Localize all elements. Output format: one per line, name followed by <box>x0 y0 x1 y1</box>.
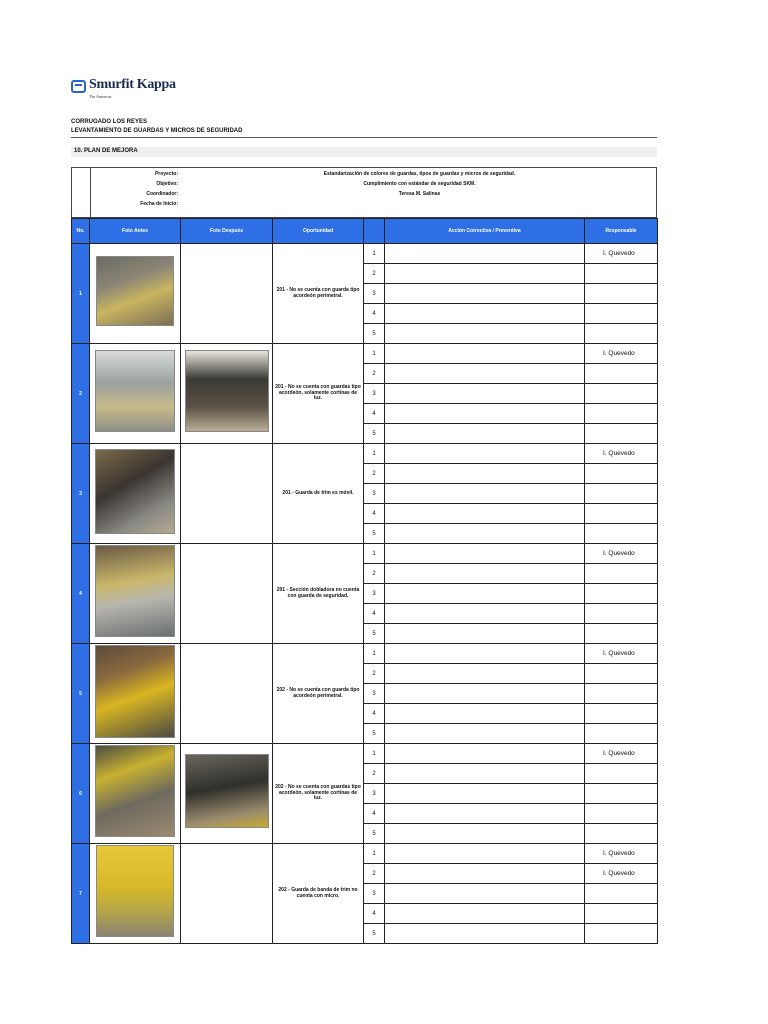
photo-before-cell <box>90 544 181 644</box>
responsable-cell[interactable] <box>585 424 658 444</box>
accion-correctiva-cell[interactable] <box>385 424 585 444</box>
photo-before-cell <box>90 444 181 544</box>
sub-number: 2 <box>364 664 385 684</box>
oportunidad-text: 201 - No se cuenta con guardas tipo acordeón, solamente cortinas de luz. <box>273 344 364 444</box>
responsable-cell[interactable]: I. Quevedo <box>585 444 658 464</box>
photo-before-image <box>95 545 175 637</box>
responsable-cell[interactable] <box>585 484 658 504</box>
sub-number: 1 <box>364 844 385 864</box>
title-divider <box>71 137 657 138</box>
sub-number: 1 <box>364 244 385 264</box>
sub-number: 2 <box>364 264 385 284</box>
sub-number: 1 <box>364 344 385 364</box>
header-responsable: Responsable <box>585 219 658 244</box>
table-row <box>72 544 658 564</box>
accion-correctiva-cell[interactable] <box>385 304 585 324</box>
photo-after-image <box>185 754 269 828</box>
responsable-cell[interactable]: I. Quevedo <box>585 864 658 884</box>
accion-correctiva-cell[interactable] <box>385 704 585 724</box>
sub-number: 5 <box>364 524 385 544</box>
sub-number: 2 <box>364 464 385 484</box>
plant-title: CORRUGADO LOS REYES <box>71 119 148 125</box>
accion-correctiva-cell[interactable] <box>385 924 585 944</box>
accion-correctiva-cell[interactable] <box>385 804 585 824</box>
row-number: 5 <box>72 644 90 744</box>
accion-correctiva-cell[interactable] <box>385 344 585 364</box>
project-info-box <box>71 167 657 218</box>
photo-before-image <box>95 449 175 534</box>
oportunidad-text: 201 - Guarda de trim es móvil. <box>273 444 364 544</box>
responsable-cell[interactable] <box>585 704 658 724</box>
value-objetivo: Cumplimiento con estándar de seguridad SKM. <box>363 181 476 187</box>
photo-before-cell <box>90 744 181 844</box>
responsable-cell[interactable] <box>585 364 658 384</box>
photo-after-cell <box>181 244 273 344</box>
logo-subtitle: The Americas <box>89 94 112 99</box>
accion-correctiva-cell[interactable] <box>385 504 585 524</box>
photo-before-image <box>95 350 175 432</box>
responsable-cell[interactable] <box>585 884 658 904</box>
accion-correctiva-cell[interactable] <box>385 904 585 924</box>
accion-correctiva-cell[interactable] <box>385 624 585 644</box>
accion-correctiva-cell[interactable] <box>385 464 585 484</box>
logo-mark-icon <box>71 80 86 93</box>
accion-correctiva-cell[interactable] <box>385 524 585 544</box>
table-row <box>72 344 658 364</box>
logo-name: Smurfit Kappa <box>89 77 176 92</box>
responsable-cell[interactable] <box>585 504 658 524</box>
responsable-cell[interactable]: I. Quevedo <box>585 644 658 664</box>
header-accion-correctiva: Acción Correctiva / Preventiva <box>385 219 585 244</box>
responsable-cell[interactable] <box>585 824 658 844</box>
responsable-cell[interactable] <box>585 384 658 404</box>
photo-after-cell <box>181 444 273 544</box>
accion-correctiva-cell[interactable] <box>385 764 585 784</box>
accion-correctiva-cell[interactable] <box>385 664 585 684</box>
responsable-cell[interactable] <box>585 524 658 544</box>
oportunidad-text: 201 - No se cuenta con guarda tipo acordeón perimetral. <box>273 244 364 344</box>
value-proyecto: Estandarización de colores de guardas, tipos de guardas y micros de seguridad. <box>323 171 516 177</box>
responsable-cell[interactable]: I. Quevedo <box>585 344 658 364</box>
accion-correctiva-cell[interactable] <box>385 284 585 304</box>
accion-correctiva-cell[interactable] <box>385 644 585 664</box>
sub-number: 1 <box>364 544 385 564</box>
responsable-cell[interactable] <box>585 324 658 344</box>
sub-number: 2 <box>364 564 385 584</box>
label-proyecto: Proyecto: <box>154 171 178 177</box>
accion-correctiva-cell[interactable] <box>385 244 585 264</box>
row-number: 4 <box>72 544 90 644</box>
sub-number: 5 <box>364 424 385 444</box>
responsable-cell[interactable] <box>585 404 658 424</box>
photo-before-image <box>95 745 175 837</box>
photo-before-image <box>95 645 175 738</box>
accion-correctiva-cell[interactable] <box>385 824 585 844</box>
responsable-cell[interactable] <box>585 804 658 824</box>
oportunidad-text: 201 - Sección dobladora no cuenta con guarda de seguridad. <box>273 544 364 644</box>
sub-number: 3 <box>364 384 385 404</box>
responsable-cell[interactable]: I. Quevedo <box>585 744 658 764</box>
sub-number: 3 <box>364 484 385 504</box>
accion-correctiva-cell[interactable] <box>385 744 585 764</box>
accion-correctiva-cell[interactable] <box>385 544 585 564</box>
photo-after-cell <box>181 544 273 644</box>
company-logo <box>71 77 176 104</box>
accion-correctiva-cell[interactable] <box>385 884 585 904</box>
responsable-cell[interactable] <box>585 584 658 604</box>
section-header <box>71 147 657 157</box>
header-foto-antes: Foto Antes <box>90 219 181 244</box>
table-row <box>72 444 658 464</box>
sub-number: 4 <box>364 404 385 424</box>
responsable-cell[interactable] <box>585 764 658 784</box>
sub-number: 1 <box>364 744 385 764</box>
responsable-cell[interactable] <box>585 724 658 744</box>
table-row <box>72 644 658 664</box>
label-fecha-inicio: Fecha de Inicio: <box>140 201 178 207</box>
photo-after-cell <box>181 844 273 944</box>
sub-number: 3 <box>364 884 385 904</box>
sub-number: 5 <box>364 724 385 744</box>
sub-number: 2 <box>364 864 385 884</box>
photo-before-cell <box>90 644 181 744</box>
table-header-row <box>72 219 658 244</box>
sub-number: 4 <box>364 704 385 724</box>
value-coordinador: Teresa M. Salinas <box>398 191 441 197</box>
responsable-cell[interactable] <box>585 664 658 684</box>
photo-before-image <box>96 845 174 937</box>
sub-number: 2 <box>364 364 385 384</box>
accion-correctiva-cell[interactable] <box>385 444 585 464</box>
info-divider <box>90 168 91 217</box>
responsable-cell[interactable] <box>585 924 658 944</box>
oportunidad-text: 202 - No se cuenta con guardas tipo acordeón, solamente cortinas de luz. <box>273 744 364 844</box>
responsable-cell[interactable] <box>585 624 658 644</box>
accion-correctiva-cell[interactable] <box>385 564 585 584</box>
photo-after-cell <box>181 644 273 744</box>
accion-correctiva-cell[interactable] <box>385 604 585 624</box>
accion-correctiva-cell[interactable] <box>385 384 585 404</box>
accion-correctiva-cell[interactable] <box>385 324 585 344</box>
responsable-cell[interactable] <box>585 284 658 304</box>
sub-number: 3 <box>364 284 385 304</box>
responsable-cell[interactable] <box>585 564 658 584</box>
sub-number: 4 <box>364 604 385 624</box>
photo-before-cell <box>90 344 181 444</box>
photo-after-image <box>185 350 269 432</box>
sub-number: 5 <box>364 824 385 844</box>
sub-number: 4 <box>364 904 385 924</box>
photo-after-cell <box>181 344 273 444</box>
sub-number: 5 <box>364 624 385 644</box>
responsable-cell[interactable] <box>585 904 658 924</box>
accion-correctiva-cell[interactable] <box>385 364 585 384</box>
sub-number: 4 <box>364 504 385 524</box>
accion-correctiva-cell[interactable] <box>385 584 585 604</box>
sub-number: 5 <box>364 324 385 344</box>
row-number: 1 <box>72 244 90 344</box>
header-foto-despues: Foto Después <box>181 219 273 244</box>
photo-before-cell <box>90 244 181 344</box>
table-row <box>72 844 658 864</box>
sub-number: 3 <box>364 784 385 804</box>
accion-correctiva-cell[interactable] <box>385 724 585 744</box>
accion-correctiva-cell[interactable] <box>385 684 585 704</box>
sub-number: 1 <box>364 444 385 464</box>
sub-number: 2 <box>364 764 385 784</box>
table-row <box>72 244 658 264</box>
accion-correctiva-cell[interactable] <box>385 864 585 884</box>
responsable-cell[interactable]: I. Quevedo <box>585 544 658 564</box>
photo-after-cell <box>181 744 273 844</box>
oportunidad-text: 202 - No se cuenta con guarda tipo acordeón perimetral. <box>273 644 364 744</box>
photo-before-cell <box>90 844 181 944</box>
table-row <box>72 744 658 764</box>
responsable-cell[interactable] <box>585 784 658 804</box>
accion-correctiva-cell[interactable] <box>385 844 585 864</box>
sub-number: 4 <box>364 804 385 824</box>
row-number: 2 <box>72 344 90 444</box>
header-no: No. <box>72 219 90 244</box>
label-objetivo: Objetivo: <box>156 181 178 187</box>
responsable-cell[interactable] <box>585 604 658 624</box>
header-oportunidad: Oportunidad <box>273 219 364 244</box>
photo-before-image <box>96 256 174 326</box>
sub-number: 5 <box>364 924 385 944</box>
accion-correctiva-cell[interactable] <box>385 264 585 284</box>
oportunidad-text: 202 - Guarda de banda de trim no cuenta con micro. <box>273 844 364 944</box>
sub-number: 1 <box>364 644 385 664</box>
label-coordinador: Coordinador: <box>146 191 178 197</box>
responsable-cell[interactable]: I. Quevedo <box>585 244 658 264</box>
row-number: 3 <box>72 444 90 544</box>
row-number: 7 <box>72 844 90 944</box>
sub-number: 4 <box>364 304 385 324</box>
sub-number: 3 <box>364 584 385 604</box>
responsable-cell[interactable] <box>585 264 658 284</box>
responsable-cell[interactable]: I. Quevedo <box>585 844 658 864</box>
accion-correctiva-cell[interactable] <box>385 404 585 424</box>
section-title: 10. PLAN DE MEJORA <box>74 148 138 154</box>
header-sub-number <box>364 219 385 244</box>
row-number: 6 <box>72 744 90 844</box>
responsable-cell[interactable] <box>585 684 658 704</box>
sub-number: 3 <box>364 684 385 704</box>
document-title: LEVANTAMIENTO DE GUARDAS Y MICROS DE SEGURIDAD <box>71 128 243 134</box>
accion-correctiva-cell[interactable] <box>385 484 585 504</box>
accion-correctiva-cell[interactable] <box>385 784 585 804</box>
responsable-cell[interactable] <box>585 464 658 484</box>
responsable-cell[interactable] <box>585 304 658 324</box>
improvement-plan-table <box>71 218 658 944</box>
